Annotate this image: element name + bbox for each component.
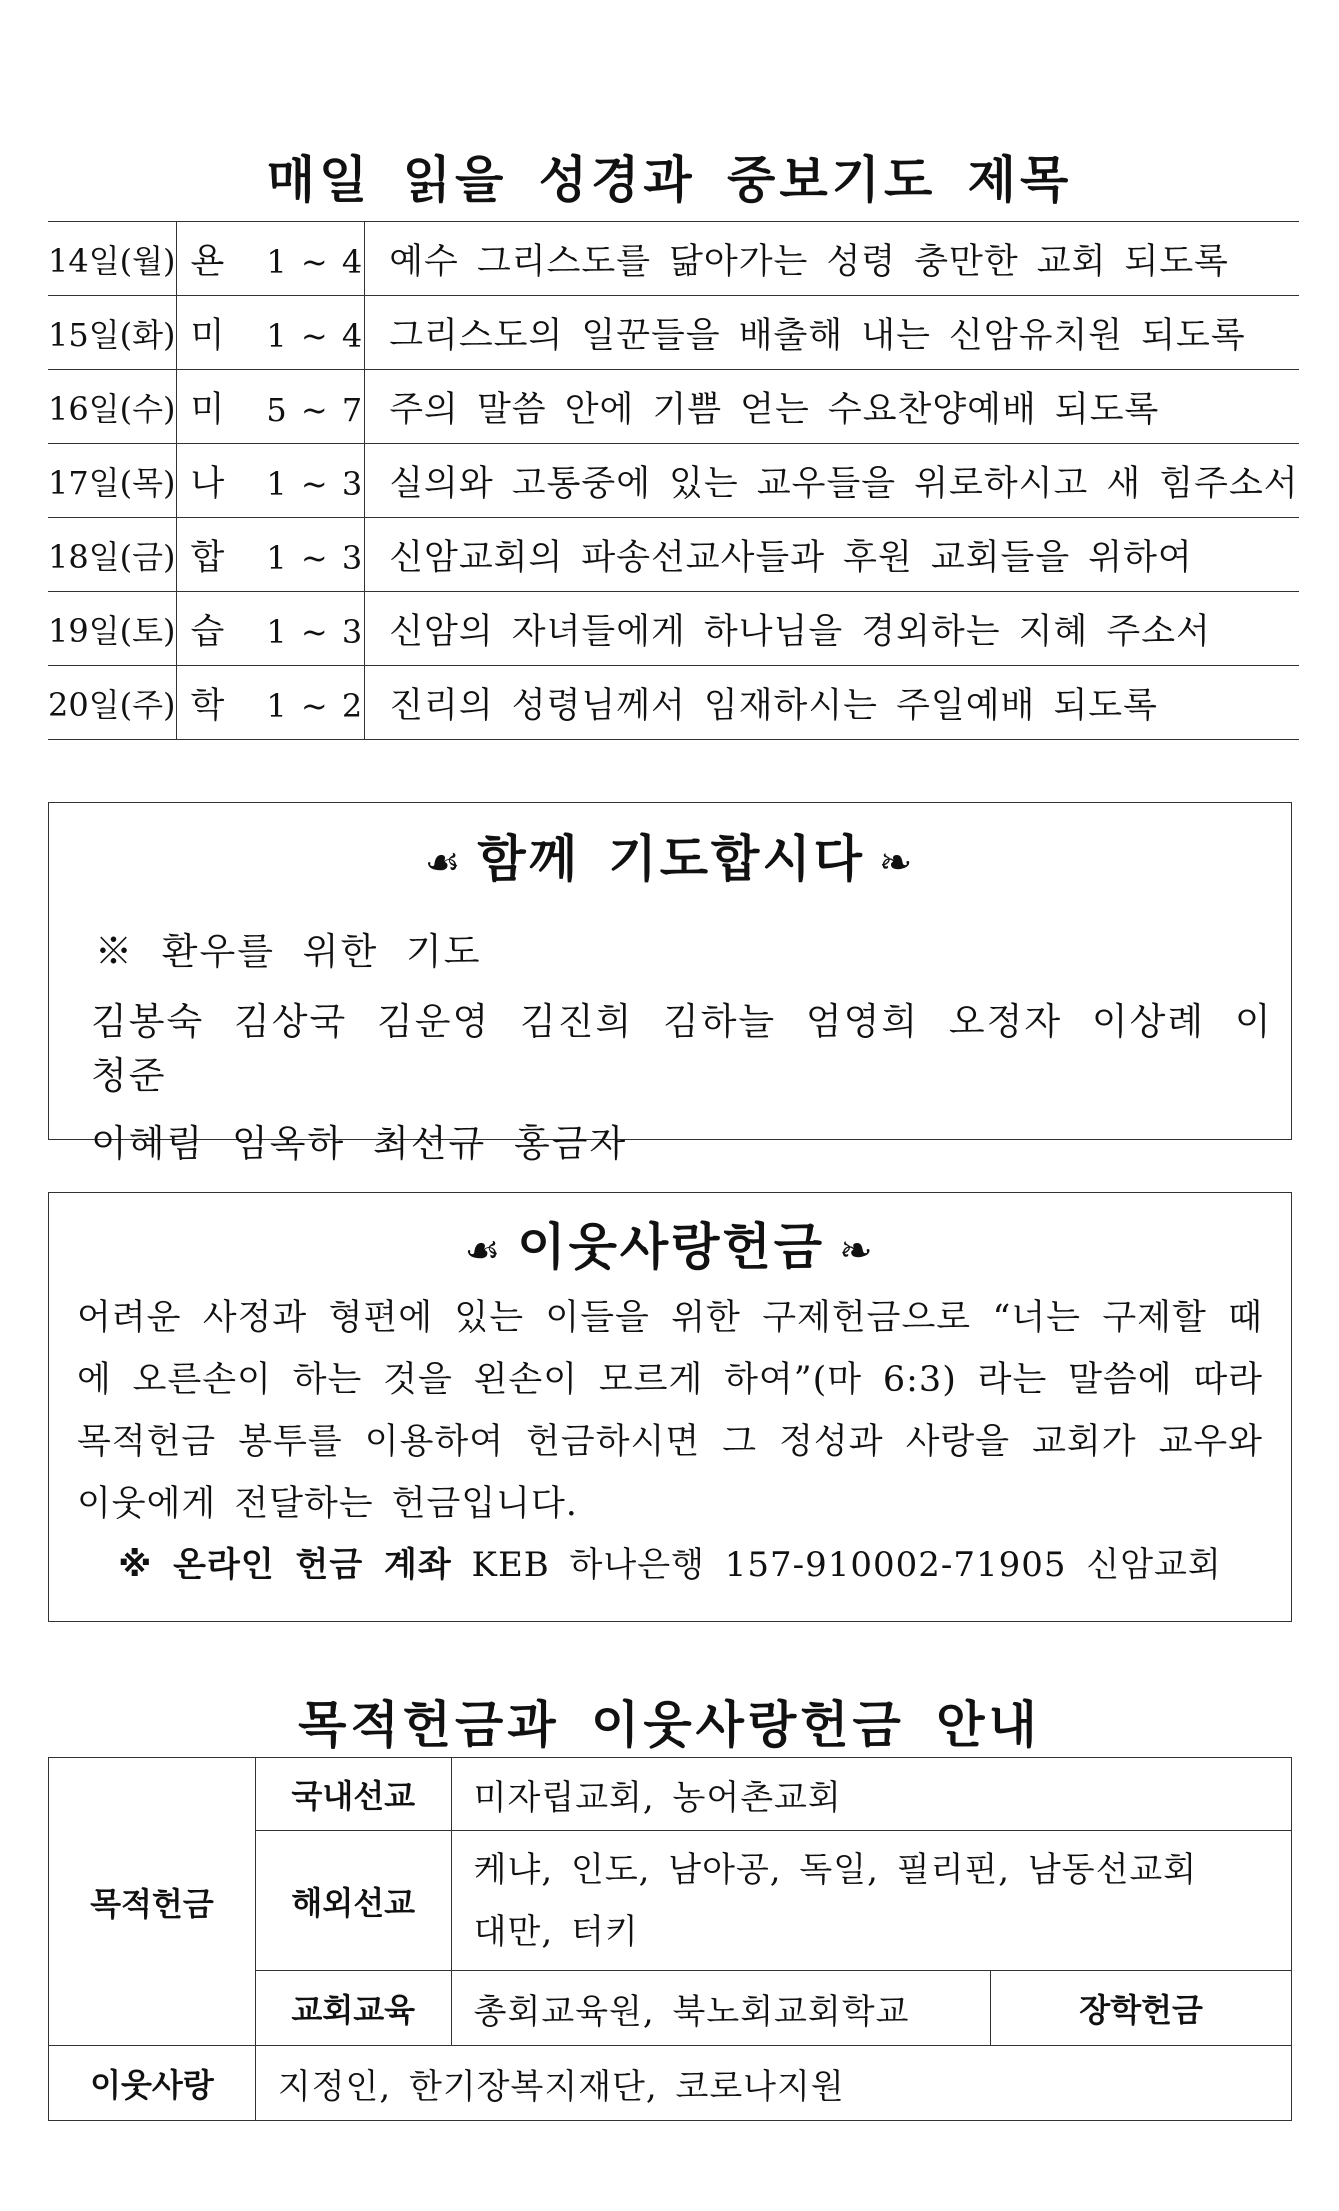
- guide-table: [48, 1757, 1292, 2121]
- reading-row: [48, 296, 1299, 370]
- reading-row: [48, 592, 1299, 666]
- overseas-mission-value: [451, 1831, 1291, 1971]
- readings-title: 매일 읽을 성경과 중보기도 제목: [266, 151, 1073, 209]
- reading-row: [48, 518, 1299, 592]
- reading-book: 합: [190, 537, 225, 578]
- reading-day: 16일(수): [48, 370, 176, 444]
- reading-day: 19일(토): [48, 592, 176, 666]
- reading-day: 17일(목): [48, 444, 176, 518]
- ornament-right-icon: ❧: [878, 839, 916, 886]
- prayer-title-text: 함께 기도합시다: [477, 830, 865, 888]
- readings-table: [48, 221, 1299, 740]
- domestic-mission-label: 국내선교: [255, 1758, 451, 1831]
- prayer-subtitle: ※ 환우를 위한 기도: [95, 930, 482, 973]
- reading-passage: [176, 444, 365, 518]
- prayer-names-line1: 김봉숙 김상국 김운영 김진희 김하늘 엄영희 오정자 이상례 이청준: [91, 1000, 1273, 1097]
- reading-passage: [176, 518, 365, 592]
- reading-chapters: 1 ~ 3: [266, 538, 365, 577]
- reading-book: 학: [190, 685, 225, 726]
- reading-passage: [176, 592, 365, 666]
- prayer-names-line2: 이혜림 임옥하 최선규 홍금자: [91, 1122, 628, 1165]
- overseas-mission-label: 해외선교: [255, 1831, 451, 1971]
- prayer-topic: 신암교회의 파송선교사들과 후원 교회들을 위하여: [365, 518, 1299, 592]
- reading-row: [48, 444, 1299, 518]
- neighbor-love-value: 지정인, 한기장복지재단, 코로나지원: [255, 2046, 1291, 2121]
- domestic-mission-value: 미자립교회, 농어촌교회: [451, 1758, 1291, 1831]
- overseas-line2: 대만, 터키: [473, 1911, 639, 1952]
- reading-book: 미: [190, 389, 225, 430]
- prayer-box-title: [49, 819, 1291, 891]
- scholarship-label: 장학헌금: [991, 1971, 1292, 2046]
- reading-day: 20일(주): [48, 666, 176, 740]
- prayer-topic: 진리의 성령님께서 임재하시는 주일예배 되도록: [365, 666, 1299, 740]
- neighbor-description: 어려운 사정과 형편에 있는 이들을 위한 구제헌금으로 “너는 구제할 때에 오른손이 하는 것을 왼손이 모르게 하여”(마 6:3) 라는 말씀에 따라 목적헌금 봉투를 이용하여 헌금하시면 그 정성과 사랑을 교회가 교우와 이웃에게 전달하는 헌금입니다.: [77, 1298, 1263, 1524]
- account-label: ※ 온라인 헌금 계좌: [118, 1545, 452, 1585]
- neighbor-offering-box: [48, 1192, 1292, 1622]
- ornament-right-icon: ❧: [839, 1227, 876, 1274]
- reading-passage: [176, 370, 365, 444]
- reading-row: [48, 222, 1299, 296]
- reading-passage: [176, 296, 365, 370]
- reading-chapters: 1 ~ 4: [266, 242, 365, 281]
- neighbor-title-text: 이웃사랑헌금: [517, 1218, 826, 1276]
- ornament-left-icon: ☙: [424, 839, 464, 886]
- education-label: 교회교육: [255, 1971, 451, 2046]
- reading-book: 나: [190, 463, 225, 504]
- reading-row: [48, 666, 1299, 740]
- prayer-topic: 실의와 고통중에 있는 교우들을 위로하시고 새 힘주소서: [365, 444, 1299, 518]
- reading-book: 습: [190, 611, 225, 652]
- reading-chapters: 1 ~ 3: [266, 612, 365, 651]
- education-value: 총회교육원, 북노회교회학교: [451, 1971, 991, 2046]
- reading-day: 15일(화): [48, 296, 176, 370]
- reading-passage: [176, 222, 365, 296]
- reading-chapters: 5 ~ 7: [266, 390, 365, 429]
- ornament-left-icon: ☙: [464, 1227, 504, 1274]
- account-value: KEB 하나은행 157-910002-71905 신암교회: [471, 1545, 1222, 1585]
- reading-chapters: 1 ~ 2: [266, 686, 365, 725]
- reading-day: 18일(금): [48, 518, 176, 592]
- reading-book: 욘: [190, 241, 225, 282]
- neighbor-love-label: 이웃사랑: [49, 2046, 256, 2121]
- guide-title: 목적헌금과 이웃사랑헌금 안내: [298, 1696, 1041, 1754]
- purpose-offering-label: 목적헌금: [49, 1758, 256, 2046]
- prayer-box: [48, 802, 1292, 1165]
- prayer-topic: 신암의 자녀들에게 하나님을 경외하는 지혜 주소서: [365, 592, 1299, 666]
- prayer-topic: 주의 말씀 안에 기쁨 얻는 수요찬양예배 되도록: [365, 370, 1299, 444]
- reading-chapters: 1 ~ 3: [266, 464, 365, 503]
- reading-chapters: 1 ~ 4: [266, 316, 365, 355]
- prayer-topic: 그리스도의 일꾼들을 배출해 내는 신암유치원 되도록: [365, 296, 1299, 370]
- reading-row: [48, 370, 1299, 444]
- prayer-topic: 예수 그리스도를 닮아가는 성령 충만한 교회 되도록: [365, 222, 1299, 296]
- neighbor-box-title: [49, 1207, 1291, 1279]
- reading-day: 14일(월): [48, 222, 176, 296]
- reading-passage: [176, 666, 365, 740]
- reading-book: 미: [190, 315, 225, 356]
- online-account: [49, 1537, 1291, 1586]
- overseas-line1: 케냐, 인도, 남아공, 독일, 필리핀, 남동선교회: [473, 1849, 1198, 1890]
